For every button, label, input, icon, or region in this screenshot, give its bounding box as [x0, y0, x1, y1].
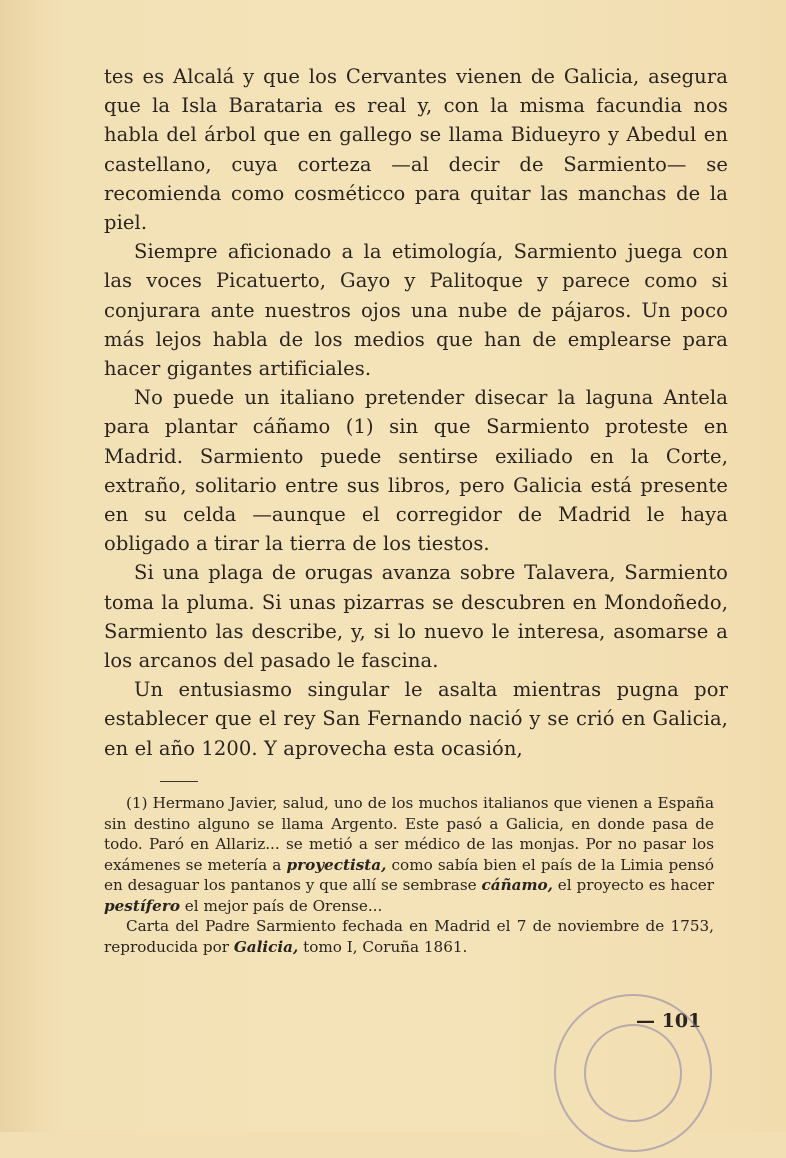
page-number: — 101 — [636, 1010, 702, 1032]
main-text — [104, 62, 728, 763]
footnote-emphasis: Galicia, — [233, 937, 299, 956]
footnote-text: el mejor país de Orense... — [179, 896, 383, 915]
footnote-text: (1) Hermano Javier, salud, uno de los muchos italianos que vienen a España sin destino alguno se llama Argento. Este pasó a Galicia, en donde pasa de todo. Paró en Allariz... se metió a ser médico de las monjas. Por no pasar los exámenes se metería a — [104, 794, 714, 874]
paragraph: Un entusiasmo singular le asalta mientras pugna por establecer que el rey San Fernando nació y se crió en Galicia, en el año 1200. Y aprovecha esta ocasión, — [104, 678, 728, 760]
library-stamp-icon — [548, 988, 718, 1158]
footnote-text: tomo I, Coruña 1861. — [298, 937, 468, 956]
footnote-text: como sabía bien el país de la Limia pensó en desaguar los pantanos y que allí se sembrase — [104, 855, 714, 894]
footnote-2 — [104, 916, 714, 957]
paragraph: Si una plaga de orugas avanza sobre Talavera, Sarmiento toma la pluma. Si unas pizarras se descubren en Mondoñedo, Sarmiento las describe, y, si lo nuevo le interesa, asomarse a los arcanos del pasado le fascina. — [104, 561, 728, 673]
paragraph: No puede un italiano pretender disecar la laguna Antela para plantar cáñamo (1) sin que Sarmiento proteste en Madrid. Sarmiento puede sentirse exiliado en la Corte, extraño, solitario entre sus libros, pero Galicia está presente en su celda —aunque el corregidor de Madrid le haya obligado a tirar la tierra de los tiestos. — [104, 386, 728, 556]
footnote-emphasis: pestífero — [104, 896, 180, 915]
footnote-divider — [160, 781, 198, 782]
footnotes — [104, 793, 714, 957]
footnote-emphasis: cáñamo, — [481, 876, 553, 894]
footnote-text: Carta del Padre Sarmiento fechada en Madrid el 7 de noviembre de 1753, reproducida por — [104, 917, 714, 956]
footnote-emphasis: proyectista, — [286, 855, 387, 874]
footnote-text: el proyecto es hacer — [552, 876, 714, 894]
paragraph: Siempre aficionado a la etimología, Sarmiento juega con las voces Picatuerto, Gayo y Palitoque y parece como si conjurara ante nuestros ojos una nube de pájaros. Un poco más lejos habla de los medios que han de emplearse para hacer gigantes artificiales. — [104, 240, 728, 381]
footnote-1 — [104, 793, 714, 916]
paragraph: tes es Alcalá y que los Cervantes vienen de Galicia, asegura que la Isla Barataria es real y, con la misma facundia nos habla del árbol que en gallego se llama Bidueyro y Abedul en castellano, cuya corteza —al decir de Sarmiento— se recomienda como cosméticco para quitar las manchas de la piel. — [104, 65, 728, 235]
